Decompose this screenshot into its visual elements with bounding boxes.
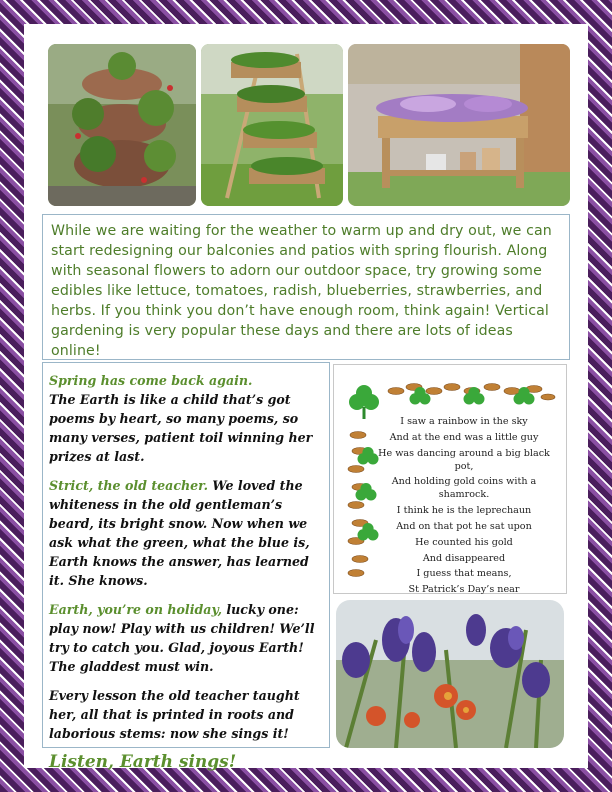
card-line: And on that pot he sat upon: [396, 520, 532, 532]
poem-title: Spring has come back again.: [49, 373, 253, 388]
iris-flowers-photo: [336, 600, 564, 748]
intro-text-box: [42, 214, 570, 360]
ladder-planter-photo: [201, 44, 343, 206]
card-line: And holding gold coins with a shamrock.: [391, 476, 537, 501]
strawberry-planter-photo: [48, 44, 196, 206]
poem-card-lines: [374, 415, 554, 599]
card-line: I think he is the leprechaun: [396, 505, 532, 517]
card-line: St Patrick’s Day’s near: [408, 584, 520, 596]
poem-closing-line: Listen, Earth sings!: [49, 752, 237, 772]
card-line: I saw a rainbow in the sky: [400, 416, 528, 427]
poem-stanza-2: [49, 476, 323, 590]
raised-flower-bed-photo: [348, 44, 570, 206]
card-line: He counted his gold: [415, 536, 513, 548]
card-line: And at the end was a little guy: [389, 431, 539, 443]
card-line: He was dancing around a big black pot,: [378, 447, 550, 472]
poem-stanza-3: [49, 600, 323, 676]
card-line: And disappeared: [422, 552, 506, 564]
card-line: I guess that means,: [416, 568, 512, 580]
poem-stanza-2-text: We loved the whiteness in the old gentleman’s beard, its bright snow. Now when we ask what the green, what the blue is, Earth knows the answer, has learned it. She knows.: [49, 478, 310, 588]
poem-stanza-1: [49, 371, 323, 466]
poem-stanza-2-lead: Strict, the old teacher.: [49, 478, 209, 493]
st-patricks-poem-card: [333, 364, 567, 594]
poem-stanza-1-text: The Earth is like a child that’s got poems by heart, so many poems, so many verses, patient toil winning her prizes at last.: [49, 392, 313, 464]
poem-stanza-3-end: The gladdest must win.: [49, 659, 214, 674]
poem-stanza-3-text: lucky one: play now! Play with us children! We’ll try to catch you. Glad, joyous Earth!: [49, 602, 315, 655]
poem-stanza-4: Every lesson the old teacher taught her, all that is printed in roots and laborious stems: now she sings it!: [49, 688, 300, 741]
poem-box: [42, 362, 330, 772]
intro-paragraph: While we are waiting for the weather to warm up and dry out, we can start redesigning our balconies and patios with spring flourish. Along with seasonal flowers to adorn our outdoor space, try growing some edibles like lettuce, tomatoes, radish, blueberries, strawberries, and herbs. If you think you don’t have enough room, think again! Vertical gardening is very popular these days and there are lots of ideas online!: [51, 223, 552, 359]
poem-stanza-3-lead: Earth, you’re on holiday,: [49, 602, 222, 617]
